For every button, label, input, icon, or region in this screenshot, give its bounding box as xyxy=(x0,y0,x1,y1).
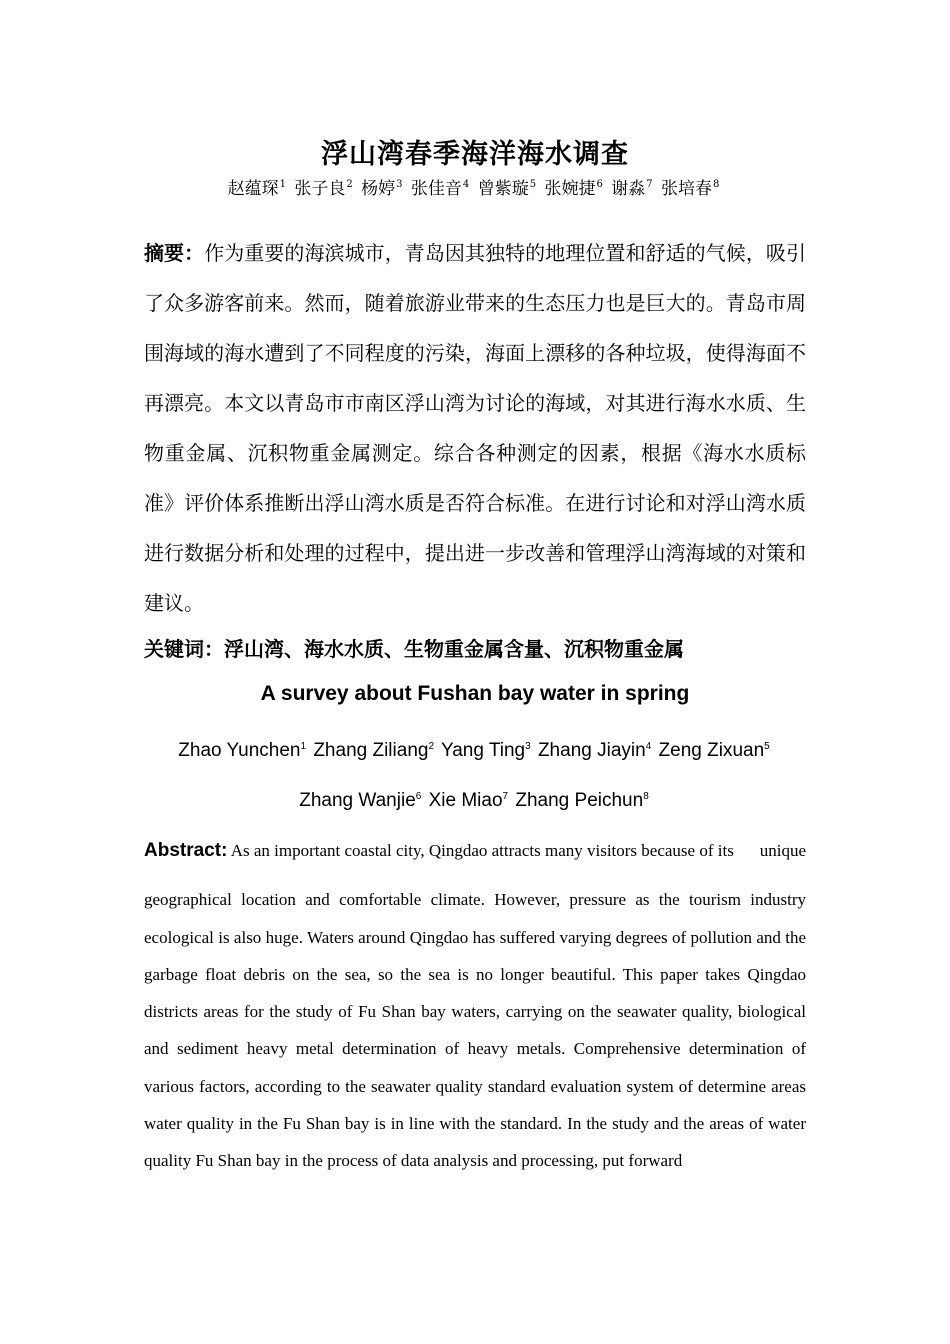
author: 杨婷$^3$ xyxy=(361,179,403,199)
author: Zhang Peichun$^8$ xyxy=(515,790,649,811)
author: 赵蕴琛$^1$ xyxy=(227,179,286,199)
chinese-abstract xyxy=(144,228,806,628)
author: 张子良$^2$ xyxy=(294,179,353,199)
chinese-keywords: 关键词：浮山湾、海水水质、生物重金属含量、沉积物重金属 xyxy=(144,637,684,661)
abstract-label: Abstract: xyxy=(144,840,228,861)
author: 张培春$^8$ xyxy=(661,179,720,199)
author: 张佳音$^4$ xyxy=(410,179,470,199)
english-title: A survey about Fushan bay water in spring xyxy=(260,682,690,705)
author-line xyxy=(0,726,950,776)
author: Zeng Zixuan$^5$ xyxy=(658,740,770,761)
english-abstract xyxy=(144,832,806,1180)
author: 张婉捷$^6$ xyxy=(544,179,603,199)
author: Zhang Jiayin$^4$ xyxy=(537,740,652,761)
abstract-first-line xyxy=(144,832,734,881)
abstract-first-line-text: As an important coastal city, Qingdao attracts many visitors because of its xyxy=(230,841,734,860)
author: Zhang Ziliang$^2$ xyxy=(313,740,435,761)
author: 谢淼$^7$ xyxy=(611,179,653,199)
abstract-label: 摘要： xyxy=(144,241,205,265)
author: Zhang Wanjie$^6$ xyxy=(299,790,422,811)
chinese-author-list xyxy=(0,174,950,199)
abstract-text: 作为重要的海滨城市，青岛因其独特的地理位置和舒适的气候，吸引了众多游客前来。然而，随着旅游业带来的生态压力也是巨大的。青岛市周围海域的海水遭到了不同程度的污染，海面上漂移的各种垃圾，使得海面不再漂亮。本文以青岛市市南区浮山湾为讨论的海域，对其进行海水水质、生物重金属、沉积物重金属测定。综合各种测定的因素，根据《海水水质标准》评价体系推断出浮山湾水质是否符合标准。在进行讨论和对浮山湾水质进行数据分析和处理的过程中，提出进一步改善和管理浮山湾海域的对策和建议。 xyxy=(144,241,806,615)
author: 曾紫璇$^5$ xyxy=(477,179,537,199)
author: Yang Ting$^3$ xyxy=(440,740,531,761)
english-author-list xyxy=(0,726,950,826)
chinese-title: 浮山湾春季海洋海水调查 xyxy=(321,139,629,170)
author-line xyxy=(0,776,950,826)
author: Zhao Yunchen$^1$ xyxy=(178,740,307,761)
author: Xie Miao$^7$ xyxy=(428,790,509,811)
abstract-text: unique geographical location and comfortable climate. However, pressure as the tourism industry ecological is also huge. Waters around Qingdao has suffered varying degrees of pollution and the garbage float debris on the sea, so the sea is no longer beautiful. This paper takes Qingdao districts areas for the study of Fu Shan bay waters, carrying on the seawater quality, biological and sediment heavy metal determination of heavy metals. Comprehensive determination of various factors, according to the seawater quality standard evaluation system of determine areas water quality in the Fu Shan bay is in line with the standard. In the study and the areas of water quality Fu Shan bay in the process of data analysis and processing, put forward xyxy=(144,841,806,1171)
